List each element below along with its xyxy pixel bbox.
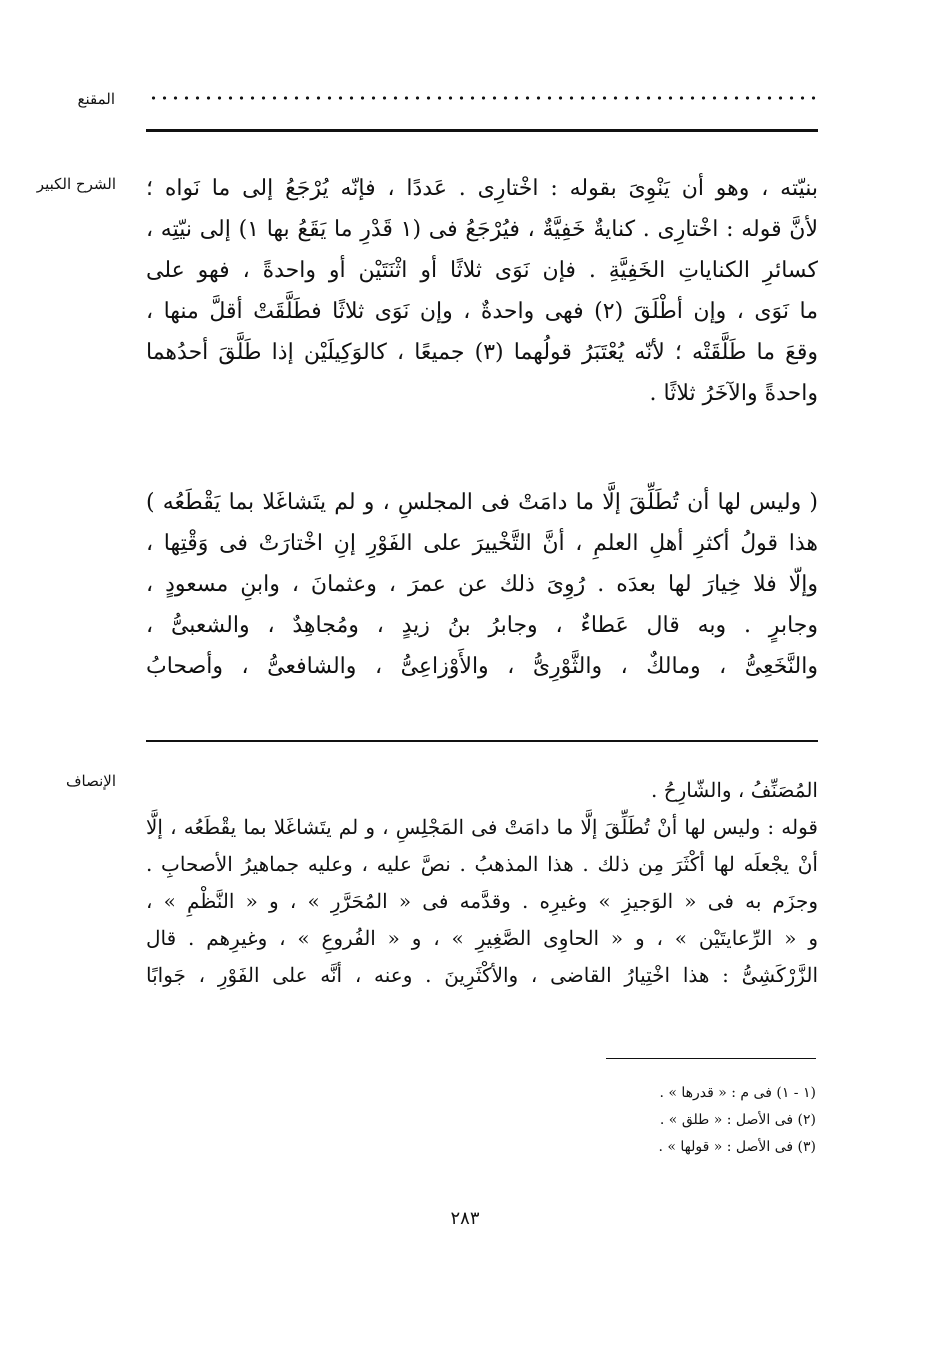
sharh-paragraph-2 <box>146 482 818 687</box>
footnote: (٣) فى الأصل : « قولها » . <box>658 1139 816 1155</box>
header-rule <box>146 129 818 132</box>
margin-label-sharh: الشرح الكبير <box>36 175 116 193</box>
sharh-paragraph-1 <box>146 168 818 414</box>
text-line: وجزَم به فى « الوَجيزِ » وغيرِه . وقدَّمه فى « المُحَرَّرِ » ، و « النَّظْمِ » ، <box>146 889 818 913</box>
text-line: ما نَوَى ، وإن أطْلَقَ (٢) فهى واحدةٌ ، وإن نَوَى ثلاثًا فطَلَّقَتْ أقلَّ منها ، <box>146 299 818 324</box>
text-line: وإلّا فلا خِيارَ لها بعدَه . رُوِىَ ذلك عن عمرَ ، وعثمانَ ، وابنِ مسعودٍ ، <box>146 572 818 597</box>
margin-label-insaf: الإنصاف <box>65 772 116 790</box>
footnote-rule <box>606 1058 816 1059</box>
text-line: هذا قولُ أكثرِ أهلِ العلمِ ، أنَّ التَّخْييرَ على الفَوْرِ إنِ اخْتارَتْ فى وَقْتِها ، <box>146 531 818 556</box>
page-number: ٢٨٣ <box>450 1208 480 1229</box>
text-line: وقعَ ما طَلَّقَتْه ؛ لأنّه يُعْتَبَرُ قولُهما (٣) جميعًا ، كالوَكِيلَيْن إذا طَلَّقَ أحدُهما <box>146 340 818 365</box>
text-line: و « الرِّعايتَيْن » ، و « الحاوِى الصَّغِيرِ » ، و « الفُروعِ » ، وغيرِهم . قال <box>146 926 818 950</box>
text-line: قوله : وليس لها أنْ تُطَلِّقَ إلَّا ما دامَتْ فى المَجْلِسِ ، و لم يتَشاغَلا بما يقْطَعُه ، إلَّا <box>146 815 818 839</box>
footnotes <box>658 1080 816 1161</box>
text-line: بنيّته ، وهو أن يَنْوِىَ بقوله : اخْتارِى . عَددًا ، فإنّه يُرْجَعُ إلى ما نَواه ؛ <box>146 176 818 201</box>
header-dotted-leader <box>148 94 816 102</box>
text-line: لأنَّ قوله : اخْتارِى . كنايةٌ خَفِيَّةٌ ، فيُرْجَعُ فى (١ قَدْرِ ما يَقَعُ بها ١) إلى نيّتِه ، <box>146 217 818 242</box>
text-line: والنَّخَعِىُّ ، ومالكٌ ، والثَّوْرِىُّ ، والأَوْزاعِىُّ ، والشافعىُّ ، وأصحابُ <box>146 654 818 679</box>
footnote: (١ - ١) فى م : « قدرها » . <box>659 1085 816 1101</box>
footnote: (٢) فى الأصل : « طلق » . <box>659 1112 816 1128</box>
text-line: المُصَنِّفُ ، والشّارِحُ . <box>651 778 818 802</box>
matn-quote-line: ( وليس لها أن تُطَلِّقَ إلَّا ما دامَتْ فى المجلسِ ، و لم يتَشاغَلا بما يَقْطَعُه ) <box>146 490 818 515</box>
insaf-section <box>146 772 818 994</box>
running-header-title: المقنع <box>77 90 115 108</box>
text-line: أنْ يجْعلَه لها أكْثَرَ مِن ذلك . هذا المذهبُ . نصَّ عليه ، وعليه جماهيرُ الأصحابِ . <box>146 852 818 876</box>
text-line: كسائرِ الكناياتِ الخَفِيَّةِ . فإن نَوَى ثلاثًا أو اثْنَتَيْن أو واحدةً ، فهو على <box>146 258 818 283</box>
text-line: الزَّرْكَشِىُّ : هذا اخْتِيارُ القاضى ، والأكْثَرِينَ . وعنه ، أنَّه على الفَوْرِ ، جَوابًا <box>146 963 818 987</box>
text-line: وجابرٍ . وبه قال عَطاءٌ ، وجابرُ بنُ زيدٍ ، ومُجاهِدٌ ، والشعبىُّ ، <box>146 613 818 638</box>
section-divider <box>146 740 818 742</box>
text-line: واحدةً والآخَرُ ثلاثًا . <box>649 381 818 406</box>
